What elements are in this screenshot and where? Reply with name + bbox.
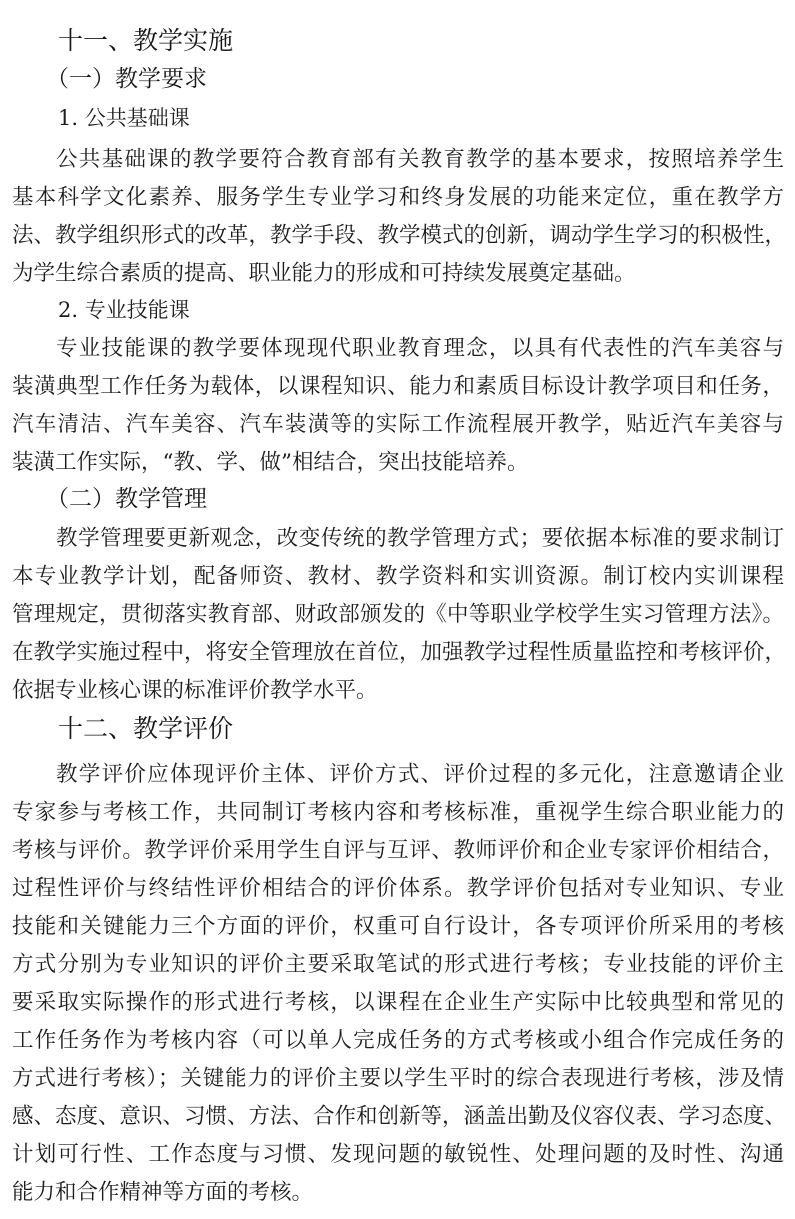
paragraph-line: 在教学实施过程中，将安全管理放在首位，加强教学过程性质量监控和考核评价， — [12, 640, 787, 665]
paragraph-line: 管理规定，贯彻落实教育部、财政部颁发的《中等职业学校学生实习管理方法》。 — [12, 602, 784, 627]
paragraph-line: 技能和关键能力三个方面的评价，权重可自行设计，各专项评价所采用的考核 — [12, 914, 784, 939]
paragraph-line: 专家参与考核工作，共同制订考核内容和考核标准，重视学生综合职业能力的 — [12, 800, 784, 825]
subsection-teaching-requirements-heading: （一）教学要求 — [46, 66, 207, 92]
item-professional-skill-courses-heading: 2. 专业技能课 — [58, 298, 190, 322]
paragraph-line: 装潢典型工作任务为载体，以课程知识、能力和素质目标设计教学项目和任务， — [12, 374, 784, 399]
teaching-management-paragraph — [12, 520, 787, 710]
paragraph-line: 教学管理要更新观念，改变传统的教学管理方式；要依据本标准的要求制订 — [56, 526, 784, 551]
item-public-basic-courses-heading: 1. 公共基础课 — [58, 106, 190, 130]
paragraph-line: 考核与评价。教学评价采用学生自评与互评、教师评价和企业专家评价相结合， — [12, 838, 784, 863]
section-12-heading: 十二、教学评价 — [58, 714, 234, 743]
paragraph-line: 感、态度、意识、习惯、方法、合作和创新等，涵盖出勤及仪容仪表、学习态度、 — [12, 1104, 787, 1129]
paragraph-line: 法、教学组织形式的改革，教学手段、教学模式的创新，调动学生学习的积极性， — [12, 223, 787, 248]
section-11-heading: 十一、教学实施 — [58, 26, 234, 55]
paragraph-line: 本专业教学计划，配备师资、教材、教学资料和实训资源。制订校内实训课程 — [12, 564, 784, 589]
paragraph-line: 装潢工作实际，“教、学、做”相结合，突出技能培养。 — [12, 450, 529, 475]
paragraph-line: 方式进行考核）；关键能力的评价主要以学生平时的综合表现进行考核，涉及情 — [12, 1066, 784, 1091]
paragraph-line: 方式分别为专业知识的评价主要采取笔试的形式进行考核；专业技能的评价主 — [12, 952, 784, 977]
paragraph-line: 计划可行性、工作态度与习惯、发现问题的敏锐性、处理问题的及时性、沟通 — [12, 1142, 784, 1167]
paragraph-line: 专业技能课的教学要体现现代职业教育理念，以具有代表性的汽车美容与 — [56, 336, 784, 361]
paragraph-line: 工作任务作为考核内容（可以单人完成任务的方式考核或小组合作完成任务的 — [12, 1028, 784, 1053]
paragraph-line: 要采取实际操作的形式进行考核，以课程在企业生产实际中比较典型和常见的 — [12, 990, 784, 1015]
teaching-evaluation-paragraph — [12, 756, 787, 1212]
paragraph-line: 为学生综合素质的提高、职业能力的形成和可持续发展奠定基础。 — [12, 261, 636, 286]
paragraph-line: 基本科学文化素养、服务学生专业学习和终身发展的功能来定位，重在教学方 — [12, 185, 784, 210]
paragraph-line: 过程性评价与终结性评价相结合的评价体系。教学评价包括对专业知识、专业 — [12, 876, 784, 901]
paragraph-line: 汽车清洁、汽车美容、汽车装潢等的实际工作流程展开教学，贴近汽车美容与 — [12, 412, 784, 437]
paragraph-line: 依据专业核心课的标准评价教学水平。 — [12, 678, 378, 703]
professional-skill-courses-paragraph — [12, 330, 784, 482]
paragraph-line: 公共基础课的教学要符合教育部有关教育教学的基本要求，按照培养学生 — [56, 147, 784, 172]
subsection-teaching-management-heading: （二）教学管理 — [46, 486, 207, 512]
paragraph-line: 教学评价应体现评价主体、评价方式、评价过程的多元化，注意邀请企业 — [56, 762, 784, 787]
public-basic-courses-paragraph — [12, 141, 787, 293]
paragraph-line: 能力和合作精神等方面的考核。 — [12, 1180, 314, 1205]
